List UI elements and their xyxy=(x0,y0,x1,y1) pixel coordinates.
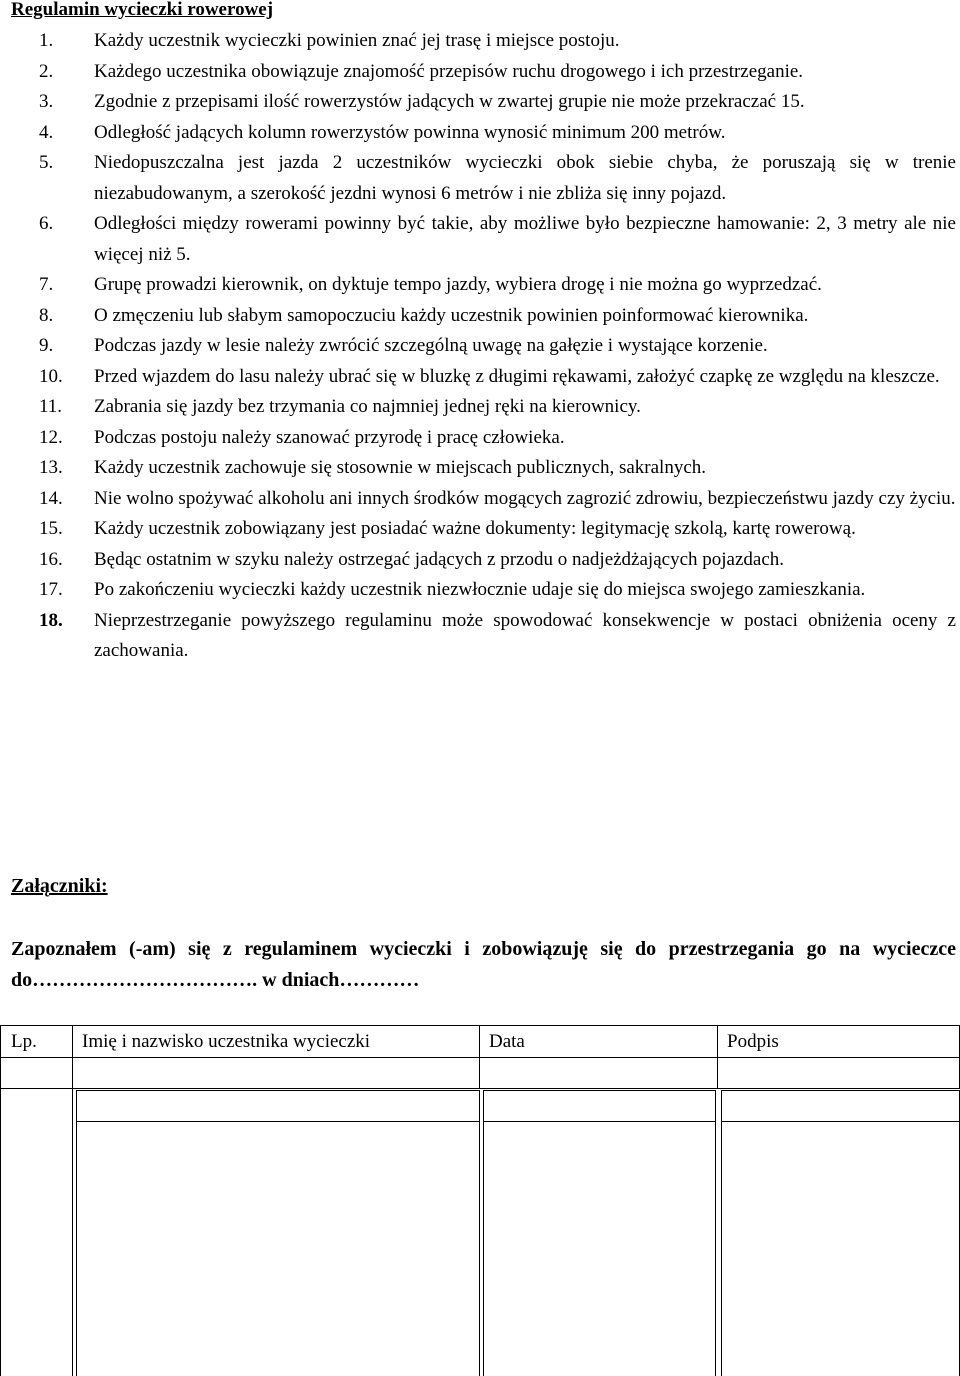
document-title: Regulamin wycieczki rowerowej xyxy=(11,0,274,20)
rule-number: 8. xyxy=(39,304,54,326)
rule-number: 18. xyxy=(39,609,63,631)
rule-number: 5. xyxy=(39,152,54,173)
rule-text: Odległość jadących kolumn rowerzystów powinna wynosić minimum 200 metrów. xyxy=(94,121,726,143)
table-cell xyxy=(721,1090,960,1376)
table-row-line xyxy=(483,1121,716,1122)
list-item xyxy=(0,423,960,454)
rule-text: Zgodnie z przepisami ilość rowerzystów jadących w zwartej grupie nie może przekraczać 15. xyxy=(94,91,805,112)
rule-number: 15. xyxy=(39,518,63,539)
list-item xyxy=(0,331,960,362)
rule-number: 2. xyxy=(39,60,54,82)
list-item xyxy=(0,118,960,149)
column-header-date: Data xyxy=(489,1031,525,1052)
list-item xyxy=(0,392,960,423)
list-item xyxy=(0,270,960,301)
rule-number: 16. xyxy=(39,548,63,570)
list-item xyxy=(0,484,960,515)
list-item xyxy=(0,514,960,545)
column-header-name: Imię i nazwisko uczestnika wycieczki xyxy=(82,1031,371,1052)
list-item xyxy=(0,87,960,118)
rule-number: 1. xyxy=(39,30,54,51)
rule-text: Nieprzestrzeganie powyższego regulaminu może spowodować konsekwencje w postaci obniżenia oceny z zachowania. xyxy=(94,609,956,661)
list-item xyxy=(0,362,960,393)
rule-number: 9. xyxy=(39,335,54,356)
table-cell xyxy=(483,1090,716,1376)
rules-list xyxy=(0,26,960,667)
rule-text: Niedopuszczalna jest jazda 2 uczestników wycieczki obok siebie chyba, że poruszają się w trenie niezabudowanym, a szerokość jezdni wynosi 6 metrów i nie zbliża się inny pojazd. xyxy=(94,152,956,204)
declaration-text: Zapoznałem (-am) się z regulaminem wycieczki i zobowiązuję się do przestrzegania go na wycieczce do……………………………. w dniach………… xyxy=(11,938,956,991)
rule-text: Grupę prowadzi kierownik, on dyktuje tempo jazdy, wybiera drogę i nie można go wyprzedzać. xyxy=(94,274,822,295)
table-cell xyxy=(0,1088,73,1376)
table-cell xyxy=(0,1057,73,1089)
rule-text: Będąc ostatnim w szyku należy ostrzegać jadących z przodu o nadjeżdżających pojazdach. xyxy=(94,548,785,570)
rule-text: Przed wjazdem do lasu należy ubrać się w bluzkę z długimi rękawami, założyć czapkę ze względu na kleszcze. xyxy=(94,365,940,387)
table-row-line xyxy=(76,1121,480,1122)
rule-number: 13. xyxy=(39,457,63,478)
rule-text: Podczas jazdy w lesie należy zwrócić szczególną uwagę na gałęzie i wystające korzenie. xyxy=(94,335,768,356)
rule-text: Zabrania się jazdy bez trzymania co najmniej jednej ręki na kierownicy. xyxy=(94,396,641,417)
rule-text: Każdy uczestnik wycieczki powinien znać jej trasę i miejsce postoju. xyxy=(94,30,620,51)
table-cell xyxy=(76,1090,480,1376)
rule-text: Nie wolno spożywać alkoholu ani innych środków mogących zagrozić zdrowiu, bezpieczeństwu jazdy czy życiu. xyxy=(94,487,956,509)
table-row-line xyxy=(721,1121,960,1122)
table-cell xyxy=(72,1057,480,1089)
list-item xyxy=(0,148,960,209)
list-item xyxy=(0,26,960,57)
rule-text: Każdego uczestnika obowiązuje znajomość przepisów ruchu drogowego i ich przestrzeganie. xyxy=(94,60,804,82)
list-item xyxy=(0,606,960,667)
rule-text: Odległości między rowerami powinny być takie, aby możliwe było bezpieczne hamowanie: 2, 3 metry ale nie więcej niż 5. xyxy=(94,213,956,265)
list-item xyxy=(0,453,960,484)
table-cell xyxy=(717,1057,960,1089)
rule-number: 11. xyxy=(39,396,63,417)
rule-number: 7. xyxy=(39,274,54,295)
column-header-signature: Podpis xyxy=(727,1031,779,1052)
list-item xyxy=(0,545,960,576)
rule-number: 14. xyxy=(39,487,63,509)
rule-number: 6. xyxy=(39,213,54,234)
rule-text: O zmęczeniu lub słabym samopoczuciu każdy uczestnik powinien poinformować kierownika. xyxy=(94,304,809,326)
rule-number: 17. xyxy=(39,579,63,600)
rule-number: 3. xyxy=(39,91,54,112)
table-cell xyxy=(479,1057,718,1089)
attachments-heading: Załączniki: xyxy=(11,875,108,897)
list-item xyxy=(0,301,960,332)
list-item xyxy=(0,209,960,270)
rule-number: 4. xyxy=(39,121,54,143)
rule-text: Podczas postoju należy szanować przyrodę i pracę człowieka. xyxy=(94,426,565,448)
rule-text: Po zakończeniu wycieczki każdy uczestnik niezwłocznie udaje się do miejsca swojego zamieszkania. xyxy=(94,579,866,600)
list-item xyxy=(0,57,960,88)
column-header-lp: Lp. xyxy=(11,1031,37,1052)
rule-text: Każdy uczestnik zobowiązany jest posiadać ważne dokumenty: legitymację szkolą, kartę rowerową. xyxy=(94,518,856,539)
rule-text: Każdy uczestnik zachowuje się stosownie w miejscach publicznych, sakralnych. xyxy=(94,457,707,478)
rule-number: 12. xyxy=(39,426,63,448)
list-item xyxy=(0,575,960,606)
rule-number: 10. xyxy=(39,365,63,387)
